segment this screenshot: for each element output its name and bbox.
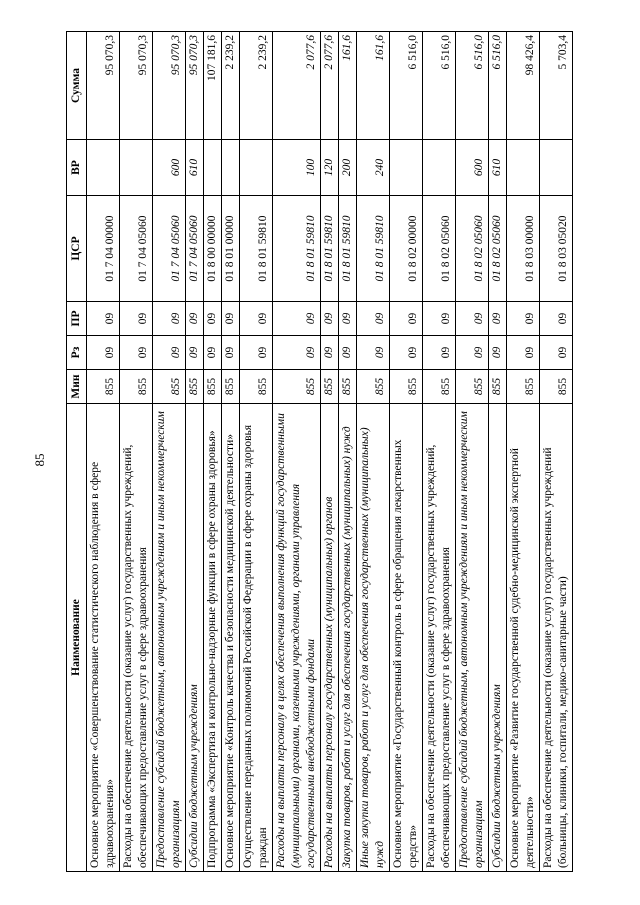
header-name: Наименование <box>67 404 87 872</box>
row-min: 855 <box>321 370 339 404</box>
row-name: Основное мероприятие «Государственный контроль в сфере обращения лекарственных средств» <box>390 404 423 872</box>
row-rz: 09 <box>489 336 507 370</box>
header-vr: ВР <box>67 140 87 196</box>
table-row <box>507 32 540 872</box>
table-row <box>120 32 153 872</box>
row-sum: 95 070,3 <box>120 32 153 140</box>
row-min: 855 <box>204 370 222 404</box>
table-row <box>153 32 186 872</box>
table-row <box>87 32 120 872</box>
row-sum: 95 070,3 <box>87 32 120 140</box>
row-min: 855 <box>423 370 456 404</box>
row-vr: 100 <box>273 140 321 196</box>
row-vr <box>120 140 153 196</box>
row-vr <box>507 140 540 196</box>
table-row <box>273 32 321 872</box>
row-vr <box>390 140 423 196</box>
row-rz: 09 <box>507 336 540 370</box>
row-name: Основное мероприятие «Совершенствование статистического наблюдения в сфере здравоохранения» <box>87 404 120 872</box>
row-vr: 610 <box>489 140 507 196</box>
row-vr <box>540 140 573 196</box>
row-sum: 2 077,6 <box>273 32 321 140</box>
row-min: 855 <box>87 370 120 404</box>
row-csr: 01 8 01 59810 <box>240 196 273 302</box>
budget-table <box>66 31 573 872</box>
row-rz: 09 <box>186 336 204 370</box>
row-rz: 09 <box>357 336 390 370</box>
row-rz: 09 <box>339 336 357 370</box>
row-pr: 09 <box>240 302 273 336</box>
table-row <box>540 32 573 872</box>
table-row <box>423 32 456 872</box>
row-sum: 2 239,2 <box>240 32 273 140</box>
header-min: Мин <box>67 370 87 404</box>
row-min: 855 <box>120 370 153 404</box>
row-sum: 6 516,0 <box>423 32 456 140</box>
row-name: Субсидии бюджетным учреждениям <box>489 404 507 872</box>
row-pr: 09 <box>273 302 321 336</box>
table-row <box>357 32 390 872</box>
row-csr: 01 7 04 05060 <box>153 196 186 302</box>
table-row <box>204 32 222 872</box>
row-name: Расходы на обеспечение деятельности (оказание услуг) государственных учреждений, обеспечивающих предоставление услуг в сфере здравоохранения <box>120 404 153 872</box>
row-csr: 01 8 02 00000 <box>390 196 423 302</box>
row-sum: 5 703,4 <box>540 32 573 140</box>
row-rz: 09 <box>87 336 120 370</box>
row-min: 855 <box>489 370 507 404</box>
row-rz: 09 <box>204 336 222 370</box>
row-vr <box>423 140 456 196</box>
row-rz: 09 <box>321 336 339 370</box>
row-pr: 09 <box>87 302 120 336</box>
row-rz: 09 <box>240 336 273 370</box>
row-pr: 09 <box>423 302 456 336</box>
row-sum: 98 426,4 <box>507 32 540 140</box>
row-name: Расходы на выплаты персоналу государственных (муниципальных) органов <box>321 404 339 872</box>
row-pr: 09 <box>540 302 573 336</box>
row-rz: 09 <box>540 336 573 370</box>
row-pr: 09 <box>222 302 240 336</box>
row-pr: 09 <box>507 302 540 336</box>
table-row <box>186 32 204 872</box>
row-vr <box>87 140 120 196</box>
row-min: 855 <box>273 370 321 404</box>
row-pr: 09 <box>339 302 357 336</box>
row-csr: 01 8 01 00000 <box>222 196 240 302</box>
row-pr: 09 <box>321 302 339 336</box>
row-sum: 6 516,0 <box>456 32 489 140</box>
row-name: Расходы на обеспечение деятельности (оказание услуг) государственных учреждений (больницы, клиники, госпитали, медико-санитарные части) <box>540 404 573 872</box>
row-sum: 2 239,2 <box>222 32 240 140</box>
row-sum: 107 181,6 <box>204 32 222 140</box>
row-rz: 09 <box>222 336 240 370</box>
row-name: Предоставление субсидий бюджетным, автономным учреждениям и иным некоммерческим организациям <box>456 404 489 872</box>
row-name: Осуществление переданных полномочий Российской Федерации в сфере охраны здоровья граждан <box>240 404 273 872</box>
row-name: Расходы на обеспечение деятельности (оказание услуг) государственных учреждений, обеспечивающих предоставление услуг в сфере здравоохранения <box>423 404 456 872</box>
row-vr <box>240 140 273 196</box>
table-row <box>456 32 489 872</box>
rotated-table-wrapper <box>66 32 626 872</box>
table-row <box>489 32 507 872</box>
row-name: Иные закупки товаров, работ и услуг для обеспечения государственных (муниципальных) нужд <box>357 404 390 872</box>
row-pr: 09 <box>153 302 186 336</box>
row-csr: 01 8 01 59810 <box>321 196 339 302</box>
row-min: 855 <box>222 370 240 404</box>
row-csr: 01 8 02 05060 <box>423 196 456 302</box>
row-csr: 01 8 02 05060 <box>489 196 507 302</box>
row-name: Основное мероприятие «Контроль качества и безопасности медицинской деятельности» <box>222 404 240 872</box>
row-pr: 09 <box>456 302 489 336</box>
row-csr: 01 8 01 59810 <box>339 196 357 302</box>
row-pr: 09 <box>390 302 423 336</box>
table-row <box>339 32 357 872</box>
row-min: 855 <box>153 370 186 404</box>
row-vr: 610 <box>186 140 204 196</box>
row-pr: 09 <box>204 302 222 336</box>
row-csr: 01 8 03 00000 <box>507 196 540 302</box>
row-pr: 09 <box>186 302 204 336</box>
row-pr: 09 <box>489 302 507 336</box>
row-vr: 240 <box>357 140 390 196</box>
row-sum: 161,6 <box>339 32 357 140</box>
row-name: Расходы на выплаты персоналу в целях обеспечения выполнения функций государственными (муниципальными) органами, казенными учреждениями, органами управления государственными внебюджетными фондами <box>273 404 321 872</box>
row-name: Закупка товаров, работ и услуг для обеспечения государственных (муниципальных) нужд <box>339 404 357 872</box>
row-csr: 01 7 04 05060 <box>120 196 153 302</box>
table-row <box>240 32 273 872</box>
row-min: 855 <box>240 370 273 404</box>
row-csr: 01 8 01 59810 <box>357 196 390 302</box>
row-vr <box>222 140 240 196</box>
row-rz: 09 <box>120 336 153 370</box>
row-min: 855 <box>507 370 540 404</box>
row-vr: 120 <box>321 140 339 196</box>
row-sum: 6 516,0 <box>390 32 423 140</box>
row-rz: 09 <box>153 336 186 370</box>
table-body <box>87 32 573 872</box>
row-sum: 2 077,6 <box>321 32 339 140</box>
row-pr: 09 <box>357 302 390 336</box>
table-row <box>390 32 423 872</box>
row-vr: 200 <box>339 140 357 196</box>
table-header-row <box>67 32 87 872</box>
row-min: 855 <box>357 370 390 404</box>
row-vr: 600 <box>153 140 186 196</box>
row-min: 855 <box>456 370 489 404</box>
row-pr: 09 <box>120 302 153 336</box>
row-csr: 01 8 03 05020 <box>540 196 573 302</box>
header-csr: ЦСР <box>67 196 87 302</box>
row-sum: 95 070,3 <box>186 32 204 140</box>
row-rz: 09 <box>456 336 489 370</box>
table-row <box>321 32 339 872</box>
header-pr: ПР <box>67 302 87 336</box>
row-sum: 161,6 <box>357 32 390 140</box>
row-sum: 95 070,3 <box>153 32 186 140</box>
row-csr: 01 8 01 59810 <box>273 196 321 302</box>
page-number: 85 <box>32 453 47 467</box>
row-csr: 01 7 04 05060 <box>186 196 204 302</box>
row-min: 855 <box>390 370 423 404</box>
row-name: Подпрограмма «Экспертиза и контрольно-надзорные функции в сфере охраны здоровья» <box>204 404 222 872</box>
row-rz: 09 <box>273 336 321 370</box>
row-csr: 01 8 02 05060 <box>456 196 489 302</box>
row-csr: 01 7 04 00000 <box>87 196 120 302</box>
header-sum: Сумма <box>67 32 87 140</box>
row-sum: 6 516,0 <box>489 32 507 140</box>
row-min: 855 <box>339 370 357 404</box>
row-name: Основное мероприятие «Развитие государственной судебно-медицинской экспертной деятельности» <box>507 404 540 872</box>
table-row <box>222 32 240 872</box>
row-rz: 09 <box>390 336 423 370</box>
row-min: 855 <box>186 370 204 404</box>
row-vr: 600 <box>456 140 489 196</box>
row-name: Предоставление субсидий бюджетным, автономным учреждениям и иным некоммерческим организациям <box>153 404 186 872</box>
header-rz: Рз <box>67 336 87 370</box>
row-min: 855 <box>540 370 573 404</box>
row-csr: 01 8 00 00000 <box>204 196 222 302</box>
row-rz: 09 <box>423 336 456 370</box>
row-vr <box>204 140 222 196</box>
row-name: Субсидии бюджетным учреждениям <box>186 404 204 872</box>
